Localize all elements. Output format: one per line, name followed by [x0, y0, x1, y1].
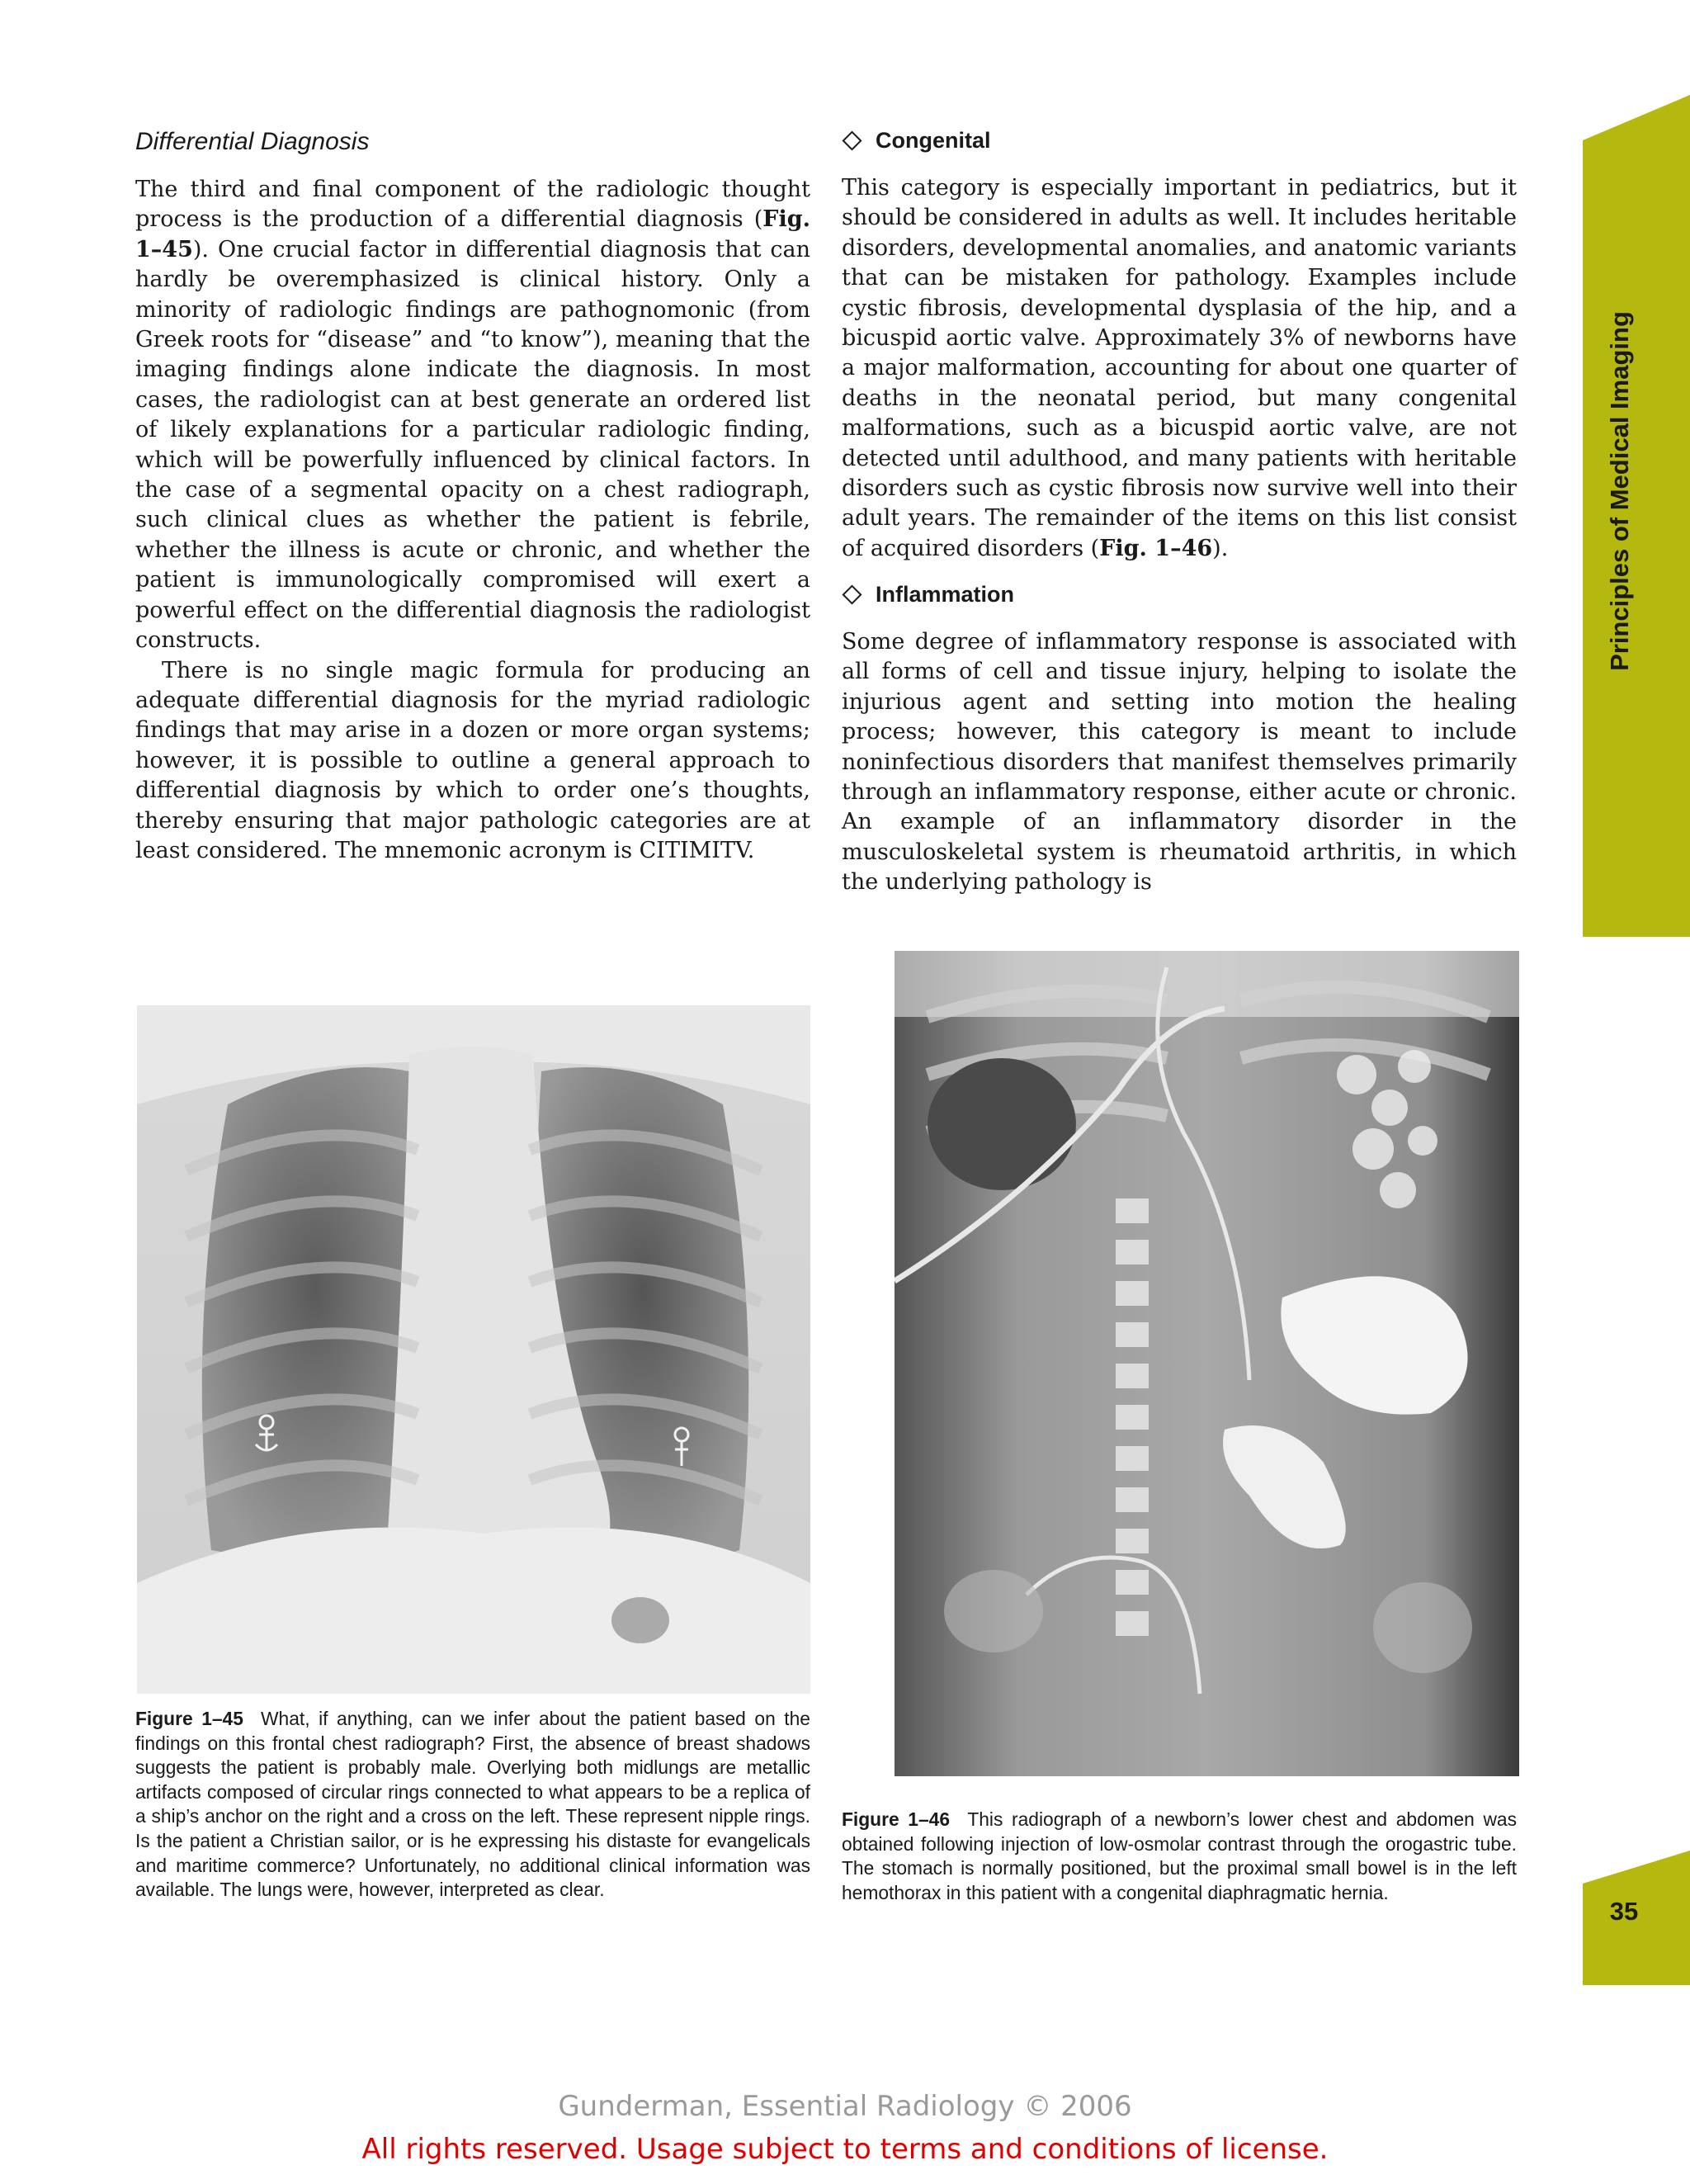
section-heading-differential-diagnosis: Differential Diagnosis	[135, 128, 370, 155]
paragraph: The third and final component of the radiologic thought process is the production of a differential diagnosis (Fig. 1–45). One crucial factor in differential diagnosis that can hardly be overemphasized is clinical history. Only a minority of radiologic findings are pathognomonic (from Greek roots for “disease” and “to know”), meaning that the imaging findings alone indicate the diagnosis. In most cases, the radiologist can at best generate an ordered list of likely explanations for a particular radiologic finding, which will be powerfully influenced by clinical factors. In the case of a segmental opacity on a chest radiograph, such clinical clues as whether the patient is febrile, whether the illness is acute or chronic, and whether the patient is immunologically compromised will exert a powerful effect on the differential diagnosis the radiologist constructs.	[135, 177, 810, 654]
diamond-bullet-icon	[842, 584, 862, 604]
page-number: 35	[1609, 1897, 1639, 1926]
figure-1-46-newborn-radiograph	[895, 951, 1519, 1788]
inflammation-text: Some degree of inflammatory response is associated with all forms of cell and tissue injury, helping to isolate the injurious agent and setting into motion the healing process; however, this category is meant to include noninfectious disorders that manifest themselves primarily through an inflammatory response, either acute or chronic. An example of an inflammatory disorder in the musculoskeletal system is rheumatoid arthritis, in which the underlying pathology is	[842, 629, 1517, 896]
figure-label: Figure 1–45	[135, 1708, 243, 1729]
diamond-bullet-icon	[842, 130, 862, 150]
footer-copyright: Gunderman, Essential Radiology © 2006	[558, 2090, 1132, 2123]
congenital-text: This category is especially important in pediatrics, but it should be considered in adults as well. It includes heritable disorders, developmental anomalies, and anatomic variants that can be mistaken for pathology. Examples include cystic fibrosis, developmental dysplasia of the hip, and a bicuspid aortic valve. Approximately 3% of newborns have a major malformation, accounting for about one quarter of deaths in the neonatal period, but many congenital malformations, such as a bicuspid aortic valve, are not detected until adulthood, and many patients with heritable disorders such as cystic fibrosis now survive well into their adult years. The remainder of the items on this list consist of acquired disorders (Fig. 1–46).	[842, 175, 1517, 561]
figure-reference-link[interactable]: Fig. 1–46	[1099, 535, 1213, 561]
footer-rights: All rights reserved. Usage subject to terms and conditions of license.	[361, 2133, 1329, 2166]
chapter-tab-label: Principles of Medical Imaging	[1605, 311, 1634, 671]
left-column-text	[135, 175, 810, 866]
paragraph: There is no single magic formula for producing an adequate differential diagnosis for the myriad radiologic findings that may arise in a dozen or more organ systems; however, it is possible to outline a general approach to differential diagnosis by which to order one’s thoughts, thereby ensuring that major pathologic categories are at least considered. The mnemonic acronym is CITIMITV.	[135, 657, 810, 863]
section-heading-congenital: Congenital	[842, 128, 991, 154]
figure-label: Figure 1–46	[842, 1808, 951, 1830]
figure-1-46-caption: Figure 1–46 This radiograph of a newborn’s lower chest and abdomen was obtained following injection of low-osmolar contrast through the orogastric tube. The stomach is normally positioned, but the proximal small bowel is in the left hemothorax in this patient with a congenital diaphragmatic hernia.	[842, 1808, 1517, 1903]
figure-reference-link[interactable]: Fig. 1–45	[135, 206, 810, 262]
section-heading-inflammation: Inflammation	[842, 582, 1014, 607]
figure-1-45-caption: Figure 1–45 What, if anything, can we infer about the patient based on the findings on this frontal chest radiograph? First, the absence of breast shadows suggests the patient is probably male. Overlying both midlungs are metallic artifacts composed of circular rings connected to what appears to be a replica of a ship’s anchor on the right and a cross on the left. These represent nipple rings. Is the patient a Christian sailor, or is he expressing his distaste for evangelicals and maritime commerce? Unfortunately, no additional clinical information was available. The lungs were, however, interpreted as clear.	[135, 1708, 810, 1901]
figure-1-45-chest-radiograph	[137, 1005, 810, 1694]
